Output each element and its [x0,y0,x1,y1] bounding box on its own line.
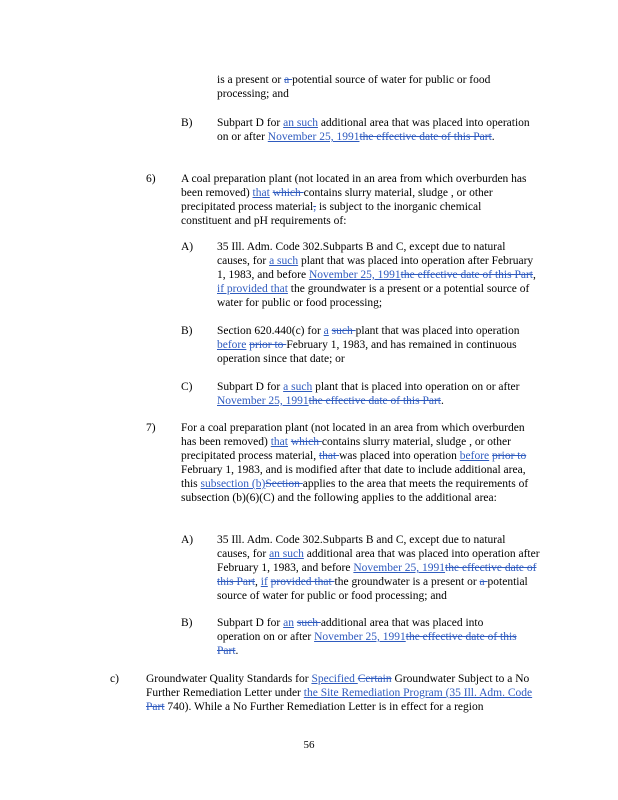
paragraph-7 [181,421,531,505]
deleted-text: such [296,617,321,629]
body-text: plant that was placed into operation after February 1, 1983, and before [217,255,534,281]
inserted-text: a [323,325,329,337]
page-number: 56 [303,739,315,751]
paragraph-6 [181,172,533,228]
paragraph-7a [217,533,541,603]
item-label-6c: C) [181,381,193,393]
deleted-text: that [318,450,340,462]
inserted-text: an [283,117,297,129]
inserted-text: an [269,548,283,560]
body-text: , [255,576,261,588]
item-label-7a: A) [181,534,194,546]
inserted-text: a such [269,255,299,267]
item-label-7: 7) [146,422,156,434]
body-text: Subpart D for [217,617,284,629]
body-text: is a present or [217,74,285,86]
body-text: Groundwater Subject to a No Further Remediation Letter under [146,673,530,699]
inserted-text: subsection (b) [200,478,266,490]
body-text: plant that is placed into operation on or after [312,381,520,393]
body-text: is subject to the inorganic chemical constituent and pH requirements of: [181,201,482,227]
body-text: . [440,395,444,407]
body-text: February 1, 1983, and has remained in continuous operation since that date; or [217,339,517,365]
body-text: . [235,645,239,657]
deleted-text: Part [146,701,165,713]
inserted-text: a [283,381,292,393]
inserted-text: before [217,339,247,351]
inserted-text: an [283,617,294,629]
inserted-text: November 25, 1991 [267,131,360,143]
item-label-6: 6) [146,173,156,185]
body-text: the groundwater is a present or [334,576,480,588]
deleted-text: provided that [270,576,335,588]
body-text: Section 620.440(c) for [217,325,324,337]
body-text: additional area that was placed into operation on or after [217,617,484,643]
deleted-text: which [272,187,304,199]
inserted-text: that [252,187,270,199]
body-text: 740). While a No Further Remediation Letter is in effect for a region [164,701,484,713]
inserted-text: before [459,450,490,462]
body-text: A coal preparation plant (not located in an area from which overburden has been removed) [181,173,527,199]
body-text: the groundwater is a present or a potential source of water for public or food processing; [217,283,530,309]
paragraph-6c [217,380,543,408]
deleted-text: Section [265,478,303,490]
inserted-text: November 25, 1991 [217,395,309,407]
inserted-text: Specified [311,673,358,685]
paragraph-7b [217,616,529,658]
inserted-text: that [270,436,288,448]
body-text: contains slurry material, sludge , or other precipitated process material, [181,436,511,462]
inserted-text: such [291,381,313,393]
deleted-text: which [290,436,322,448]
body-text: 35 Ill. Adm. Code 302.Subparts B and C, except due to natural causes, for [217,534,506,560]
paragraph-5b [217,116,539,144]
inserted-text: such [282,548,304,560]
body-text: Groundwater Quality Standards for [146,673,312,685]
item-label-5b: B) [181,117,193,129]
body-text: potential source of water for public or food processing; and [217,576,528,602]
body-text: . [491,131,495,143]
body-text: potential source of water for public or food processing; and [217,74,491,100]
deleted-text: the effective date of this Part [400,269,533,281]
body-text: contains slurry material, sludge , or other precipitated process material [181,187,493,213]
body-text: 35 Ill. Adm. Code 302.Subparts B and C, except due to natural causes, for [217,241,506,267]
body-text: applies to the area that meets the requirements of subsection (b)(6)(C) and the following applies to the additional area: [181,478,529,504]
body-text: Subpart D for [217,117,284,129]
paragraph-6b [217,324,541,366]
item-label-7b: B) [181,617,193,629]
deleted-text: Certain [357,673,392,685]
deleted-text: prior to [249,339,287,351]
inserted-text: November 25, 1991 [314,631,406,643]
body-text: Subpart D for [217,381,284,393]
body-text: was placed into operation [339,450,460,462]
paragraph-b5a-continuation [217,73,537,101]
body-text: plant that was placed into operation [355,325,520,337]
deleted-text: the effective date of this Part [359,131,492,143]
body-text: For a coal preparation plant (not located in an area from which overburden has been removed) [181,422,525,448]
inserted-text: November 25, 1991 [308,269,401,281]
deleted-text: prior to [492,450,527,462]
body-text: February 1, 1983, and is modified after that date to include additional area, this [181,464,526,490]
paragraph-6a [217,240,539,310]
inserted-text: if provided that [217,283,288,295]
deleted-text: the effective date of this Part [217,631,517,657]
inserted-text: the Site Remediation Program (35 Ill. Adm. Code [303,687,533,699]
paragraph-c [146,672,544,714]
inserted-text: if [260,576,268,588]
body-text: , [532,269,536,281]
deleted-text: the effective date of this Part [308,395,441,407]
deleted-text: a [284,74,293,86]
body-text: additional area that was placed into operation on or after [217,117,530,143]
inserted-text: November 25, 1991 [353,562,446,574]
body-text: additional area that was placed into operation after February 1, 1983, and before [217,548,540,574]
item-label-6b: B) [181,325,193,337]
deleted-text: the effective date of this Part [217,562,537,588]
deleted-text: such [331,325,356,337]
item-label-c: c) [110,673,119,685]
item-label-6a: A) [181,241,194,253]
inserted-text: such [296,117,318,129]
deleted-text: , [313,201,317,213]
deleted-text: a [479,576,488,588]
